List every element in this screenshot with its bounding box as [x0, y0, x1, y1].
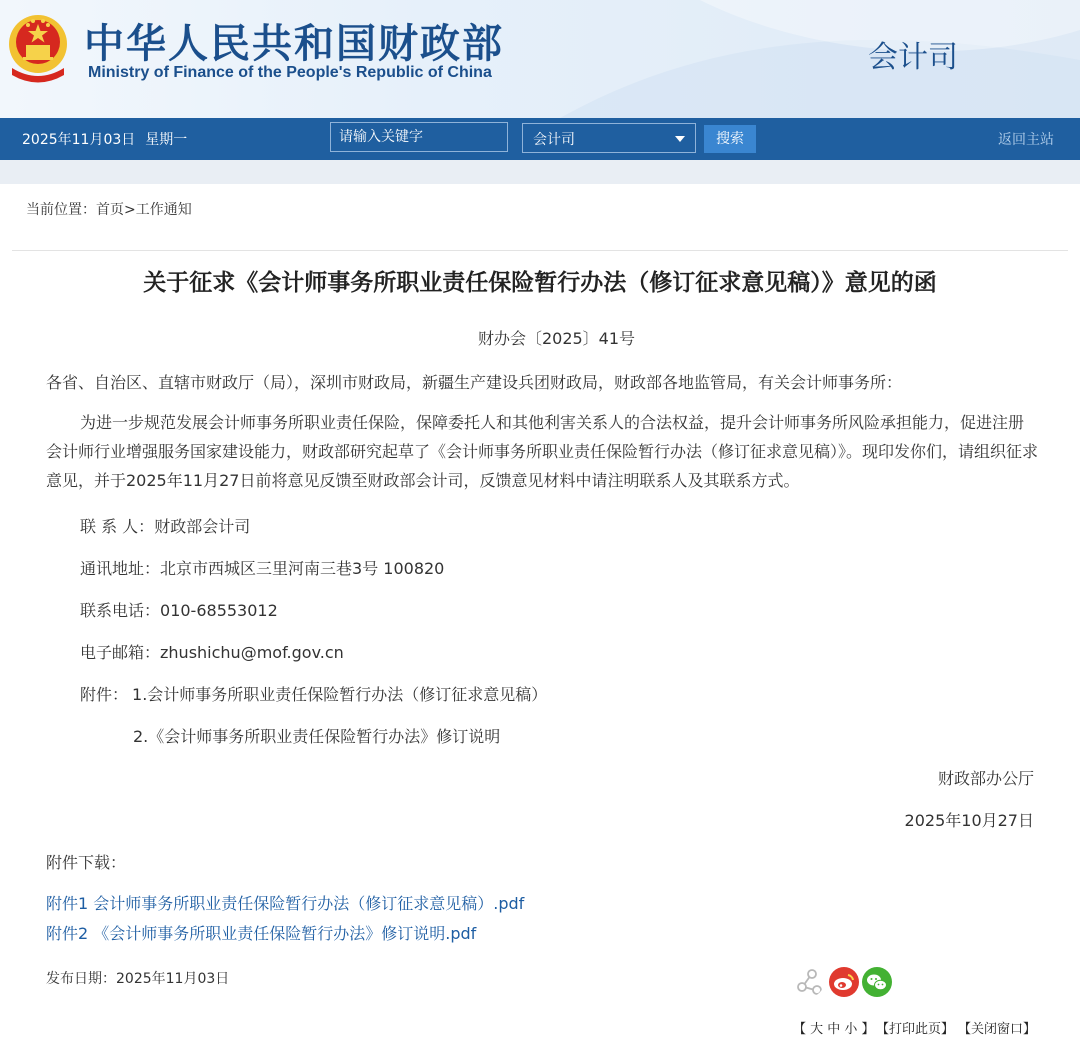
site-title: 中华人民共和国财政部 — [84, 20, 504, 67]
email-value: zhushichu@mof.gov.cn — [160, 643, 344, 662]
signature: 财政部办公厅 — [937, 769, 1034, 788]
publish-label: 发布日期： — [46, 971, 116, 987]
current-date — [22, 129, 197, 149]
national-emblem-icon[interactable] — [6, 12, 70, 84]
phone-row — [80, 598, 278, 621]
contact-row — [80, 514, 250, 537]
search-input[interactable] — [330, 122, 508, 152]
publish-date: 2025年11月03日 — [116, 971, 230, 987]
address-value: 北京市西城区三里河南三巷3号 100820 — [160, 559, 445, 578]
breadcrumb-current-link[interactable]: 工作通知 — [135, 202, 192, 218]
email-row — [80, 640, 344, 663]
close-window-link[interactable]: 【关闭窗口】 — [958, 1022, 1037, 1037]
contact-label: 联 系 人： — [80, 517, 155, 536]
return-home-link[interactable]: 返回主站 — [998, 132, 1054, 148]
attachments-label: 附件： — [80, 685, 129, 704]
font-size-control[interactable]: 【 大 中 小 】 — [793, 1022, 875, 1037]
department-name: 会计司 — [868, 40, 958, 75]
site-subtitle: Ministry of Finance of the People's Republic of China — [88, 64, 492, 81]
search-button[interactable]: 搜索 — [704, 125, 756, 153]
nav-bar — [0, 118, 1080, 160]
weibo-icon[interactable] — [829, 967, 859, 997]
chevron-down-icon — [675, 136, 685, 142]
attachment-item-2: 2.《会计师事务所职业责任保险暂行办法》修订说明 — [133, 727, 501, 746]
weekday-text: 星期一 — [145, 132, 188, 148]
phone-value: 010-68553012 — [160, 601, 278, 620]
body-paragraph: 为进一步规范发展会计师事务所职业责任保险，保障委托人和其他利害关系人的合法权益，提升会计师事务所风险承担能力，促进注册会计师行业增强服务国家建设能力，财政部研究起草了《会计师事务所职业责任保险暂行办法（修订征求意见稿）》。现印发你们，请组织征求意见，并于2025年11月27日前将意见反馈至财政部会计司，反馈意见材料中请注明联系人及其联系方式。 — [46, 413, 1039, 490]
site-header — [0, 0, 1080, 118]
breadcrumb — [26, 199, 192, 219]
share-icon[interactable] — [794, 967, 824, 997]
contact-value: 财政部会计司 — [154, 517, 251, 536]
department-select-value: 会计司 — [533, 132, 575, 148]
article-title: 关于征求《会计师事务所职业责任保险暂行办法（修订征求意见稿）》意见的函 — [143, 270, 937, 296]
document-number: 财办会〔2025〕41号 — [477, 329, 636, 348]
header-band — [0, 160, 1080, 184]
address-row — [80, 556, 444, 579]
download-link-2[interactable]: 附件2 《会计师事务所职业责任保险暂行办法》修订说明.pdf — [46, 924, 477, 943]
sign-date: 2025年10月27日 — [904, 811, 1034, 830]
date-text: 2025年11月03日 — [22, 132, 136, 148]
breadcrumb-home-link[interactable]: 首页 — [96, 202, 124, 218]
attachments-row — [80, 682, 547, 705]
address-label: 通讯地址： — [80, 559, 161, 578]
addressees: 各省、自治区、直辖市财政厅（局），深圳市财政局，新疆生产建设兵团财政局，财政部各地监管局，有关会计师事务所： — [46, 373, 903, 392]
wechat-icon[interactable] — [862, 967, 892, 997]
downloads-label: 附件下载： — [46, 853, 127, 872]
publish-date-row — [46, 968, 229, 988]
download-link-1[interactable]: 附件1 会计师事务所职业责任保险暂行办法（修订征求意见稿）.pdf — [46, 894, 525, 913]
breadcrumb-separator: > — [124, 202, 136, 218]
attachment-item-1: 1.会计师事务所职业责任保险暂行办法（修订征求意见稿） — [132, 685, 548, 704]
divider — [12, 250, 1068, 251]
department-select[interactable] — [522, 123, 696, 153]
breadcrumb-label: 当前位置： — [26, 202, 96, 218]
email-label: 电子邮箱： — [80, 643, 161, 662]
phone-label: 联系电话： — [80, 601, 161, 620]
print-page-link[interactable]: 【打印此页】 — [876, 1022, 955, 1037]
